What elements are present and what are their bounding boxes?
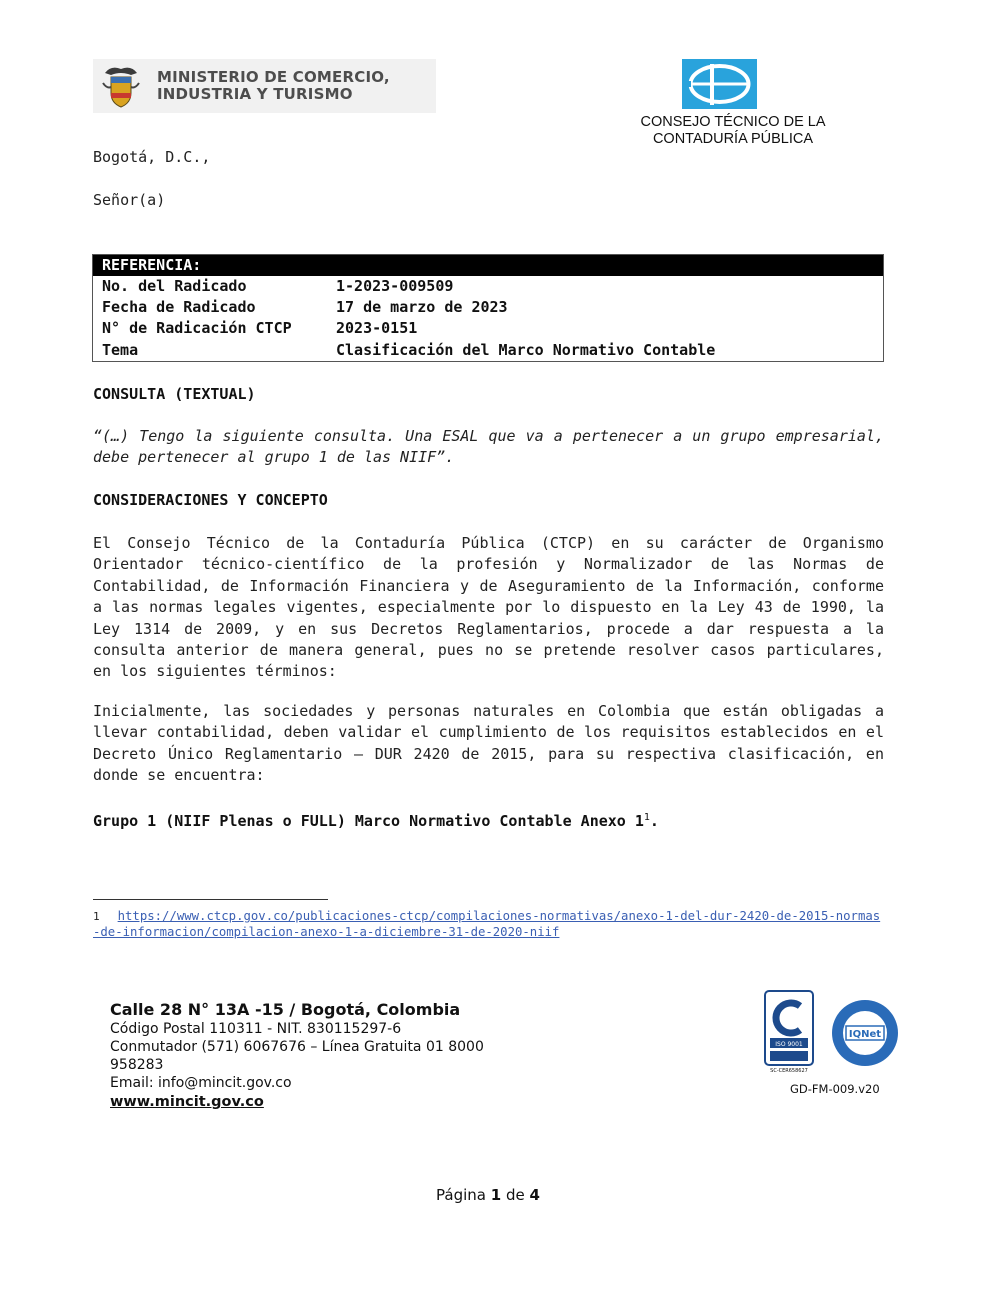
footnote-number: 1 xyxy=(93,910,100,923)
footnote-link[interactable]: https://www.ctcp.gov.co/publicaciones-ctcp/compilaciones-normativas/anexo-1-del-dur-2420-de-2015-normas-de-informacion/compilacion-anexo-1-a-diciembre-31-de-2020-niif xyxy=(93,909,881,939)
footer-street: Calle 28 N° 13A -15 / Bogotá, Colombia xyxy=(110,1000,461,1019)
page-label: Página xyxy=(436,1186,486,1204)
footer-address xyxy=(110,1000,484,1112)
reference-value: 1-2023-009509 xyxy=(336,277,454,295)
reference-heading: REFERENCIA: xyxy=(93,255,883,276)
ctcp-logo-icon xyxy=(682,59,757,109)
reference-value: 17 de marzo de 2023 xyxy=(336,298,508,317)
page-current: 1 xyxy=(490,1186,502,1204)
paragraph-ctcp-intro: El Consejo Técnico de la Contaduría Pública (CTCP) en su carácter de Organismo Orientador técnico-científico de la profesión y Normalizador de las Normas de Contabilidad, de Información Financiera y de Aseguramiento de la Información, conforme a las normas legales vigentes, especialmente por lo dispuesto en la Ley 43 de 1990, la Ley 1314 de 2009, y en sus Decretos Reglamentarios, procede a dar respuesta a la consulta anterior de manera general, pues no se pretende resolver casos particulares, en los siguientes términos: xyxy=(93,534,884,681)
reference-table xyxy=(92,254,884,362)
ctcp-name-line2: CONTADURÍA PÚBLICA xyxy=(652,131,814,147)
page-number xyxy=(0,1186,976,1204)
reference-row-radicado xyxy=(93,276,883,297)
page-total: 4 xyxy=(529,1186,540,1204)
ctcp-name-line1: CONSEJO TÉCNICO DE LA xyxy=(640,114,826,130)
footnote-reference[interactable]: 1 xyxy=(643,812,650,823)
footnote-divider xyxy=(93,899,328,900)
reference-label: N° de Radicación CTCP xyxy=(102,319,292,338)
ministry-logo xyxy=(93,59,436,113)
footnote xyxy=(93,909,884,940)
icontec-iso9001-icon xyxy=(764,990,814,1074)
colombia-coat-of-arms-icon xyxy=(101,63,141,109)
ministry-name-line1: MINISTERIO DE COMERCIO, xyxy=(157,68,390,86)
city-date-line: Bogotá, D.C., xyxy=(93,148,211,166)
cert-code-label: SC-CER658627 xyxy=(770,1068,808,1074)
group1-heading xyxy=(93,807,659,832)
consulta-quote: “(…) Tengo la siguiente consulta. Una ESAL que va a pertenecer a un grupo empresarial, debe pertenecer al grupo 1 de las NIIF”. xyxy=(93,427,884,467)
consideraciones-heading: CONSIDERACIONES Y CONCEPTO xyxy=(93,491,328,509)
form-code: GD-FM-009.v20 xyxy=(790,1082,880,1096)
reference-value: 2023-0151 xyxy=(336,319,418,338)
paragraph-classification: Inicialmente, las sociedades y personas naturales en Colombia que están obligadas a llevar contabilidad, deben validar el cumplimiento de los requisitos establecidos en el Decreto Único Reglamentario – DUR 2420 de 2015, para su respectiva clasificación, en donde se encuentra: xyxy=(93,702,884,785)
ministry-name-line2: INDUSTRIA Y TURISMO xyxy=(157,85,353,103)
cert-iso-label: ISO 9001 xyxy=(775,1041,803,1048)
reference-row-fecha xyxy=(93,297,883,318)
reference-row-ctcp xyxy=(93,318,883,339)
svg-text:IQNet: IQNet xyxy=(848,1029,882,1040)
reference-value: Clasificación del Marco Normativo Contable xyxy=(336,340,716,359)
reference-row-tema xyxy=(93,340,883,361)
ctcp-name xyxy=(628,114,838,148)
footer-postal: Código Postal 110311 - NIT. 830115297-6 xyxy=(110,1021,402,1037)
footer-email[interactable]: Email: info@mincit.gov.co xyxy=(110,1075,292,1091)
salutation: Señor(a) xyxy=(93,191,166,209)
iqnet-certified-icon xyxy=(830,998,900,1068)
ministry-name xyxy=(157,69,390,103)
reference-label: No. del Radicado xyxy=(102,277,247,295)
footer-website-link[interactable]: www.mincit.gov.co xyxy=(110,1094,264,1110)
reference-label: Tema xyxy=(102,340,139,359)
group1-heading-text: Grupo 1 (NIIF Plenas o FULL) Marco Normativo Contable Anexo 1 xyxy=(93,812,644,830)
reference-label: Fecha de Radicado xyxy=(102,298,256,317)
consulta-heading: CONSULTA (TEXTUAL) xyxy=(93,385,256,403)
group1-heading-end: . xyxy=(649,812,659,830)
footer-phone: Conmutador (571) 6067676 – Línea Gratuita 01 8000 xyxy=(110,1039,484,1055)
page-of: de xyxy=(505,1186,525,1204)
footer-phone-continued: 958283 xyxy=(110,1057,164,1073)
